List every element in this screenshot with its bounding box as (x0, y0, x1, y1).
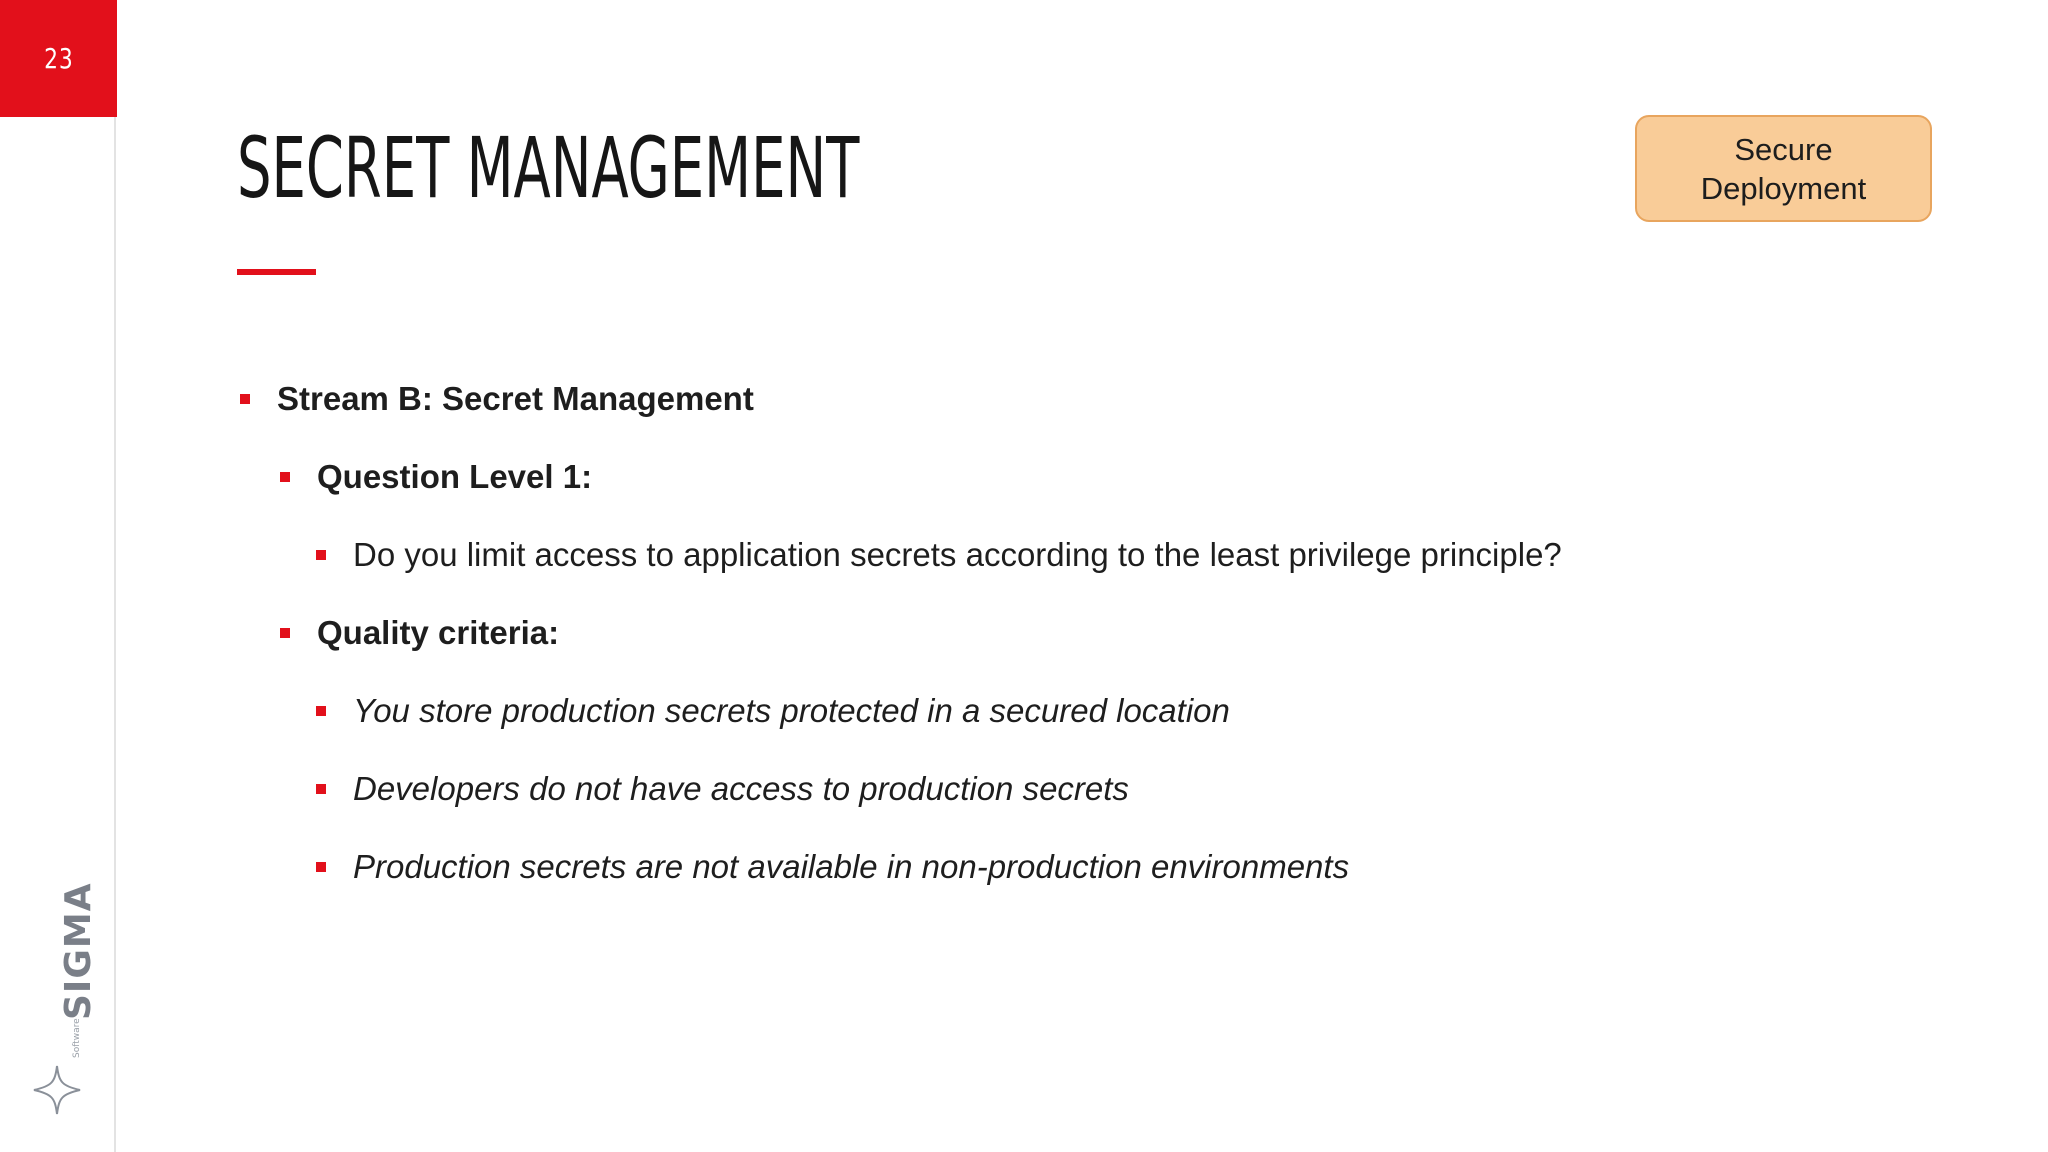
logo-wordmark: SIGMA (58, 882, 99, 1020)
criterion-text: Production secrets are not available in non-production environments (353, 848, 1350, 885)
category-badge-label: Secure Deployment (1700, 131, 1867, 206)
sigma-star-icon (32, 1064, 82, 1116)
criterion-text: You store production secrets protected in a secured location (353, 692, 1230, 729)
logo-subtitle: Software (72, 1018, 82, 1058)
page-title: SECRET MANAGEMENT (237, 119, 860, 217)
bullet-marker (280, 472, 290, 482)
title-underline (237, 269, 316, 275)
page-number-badge (0, 0, 117, 117)
list-item-criterion (316, 847, 1349, 887)
list-item-stream (240, 379, 754, 419)
bullet-marker (316, 784, 326, 794)
list-item-question (316, 535, 1562, 575)
bullet-marker (316, 862, 326, 872)
question-text: Do you limit access to application secrets according to the least privilege principle? (353, 536, 1562, 573)
list-item-question-level (280, 457, 592, 497)
list-item-quality-criteria (280, 613, 559, 653)
bullet-marker (240, 394, 250, 404)
question-level-heading: Question Level 1: (317, 458, 593, 495)
page-number: 23 (43, 42, 74, 75)
criterion-text: Developers do not have access to production secrets (353, 770, 1129, 807)
category-badge (1635, 115, 1932, 222)
bullet-marker (316, 706, 326, 716)
list-item-criterion (316, 769, 1129, 809)
stream-heading: Stream B: Secret Management (277, 380, 754, 417)
bullet-marker (316, 550, 326, 560)
quality-criteria-heading: Quality criteria: (317, 614, 560, 651)
bullet-marker (280, 628, 290, 638)
list-item-criterion (316, 691, 1230, 731)
